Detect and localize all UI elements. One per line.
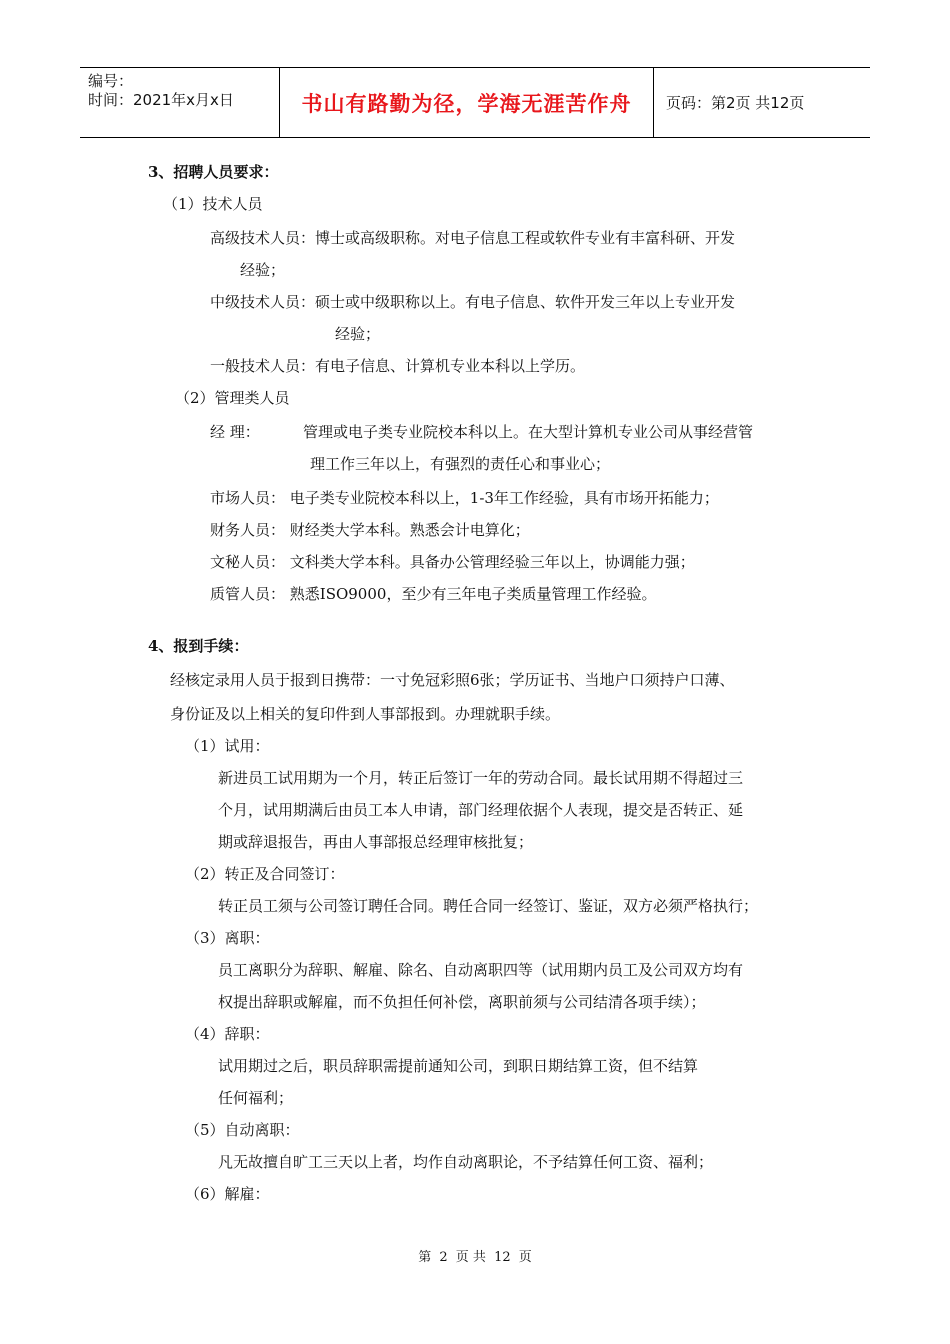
- contract-heading: （2）转正及合同签订：: [185, 865, 345, 883]
- trial-line1: 新进员工试用期为一个月，转正后签订一年的劳动合同。最长试用期不得超过三: [218, 769, 744, 787]
- contract-line1: 转正员工须与公司签订聘任合同。聘任合同一经签订、鉴证，双方必须严格执行；: [218, 897, 759, 915]
- senior-tech-line1: 高级技术人员：博士或高级职称。对电子信息工程或软件专业有丰富科研、开发: [210, 229, 736, 247]
- footer-post: 页: [518, 1250, 532, 1265]
- trial-line3: 期或辞退报告，再由人事部报总经理审核批复；: [218, 833, 534, 851]
- resign-line2: 任何福利；: [218, 1089, 294, 1107]
- trial-line2: 个月，试用期满后由员工本人申请，部门经理依据个人表现，提交是否转正、延: [218, 801, 744, 819]
- footer-pre: 第: [418, 1250, 432, 1265]
- intro-line2: 身份证及以上相关的复印件到人事部报到。办理就职手续。: [170, 705, 561, 723]
- market-line: 市场人员： 电子类专业院校本科以上，1-3年工作经验，具有市场开拓能力；: [210, 489, 719, 507]
- header-page-info: 页码：第2页 共12页: [666, 94, 805, 112]
- time-label: 时间：2021年x月x日: [88, 91, 234, 109]
- mid-tech-line1: 中级技术人员：硕士或中级职称以上。有电子信息、软件开发三年以上专业开发: [210, 293, 736, 311]
- number-label: 编号：: [88, 72, 134, 90]
- header-motto: 书山有路勤为径，学海无涯苦作舟: [280, 68, 654, 137]
- footer-total-pages: 12: [494, 1250, 511, 1265]
- secretary-line: 文秘人员： 文科类大学本科。具备办公管理经验三年以上，协调能力强；: [210, 553, 695, 571]
- resign-line1: 试用期过之后，职员辞职需提前通知公司，到职日期结算工资，但不结算: [218, 1057, 699, 1075]
- auto-leave-line1: 凡无故擅自旷工三天以上者，均作自动离职论，不予结算任何工资、福利；: [218, 1153, 714, 1171]
- section4-title: 4、报到手续：: [148, 637, 249, 655]
- manager-line1: 管理或电子类专业院校本科以上。在大型计算机专业公司从事经营管: [303, 423, 754, 441]
- senior-tech-line2: 经验；: [240, 261, 286, 279]
- dismiss-heading: （6）解雇：: [185, 1185, 270, 1203]
- page-footer: [0, 1246, 950, 1265]
- leave-line1: 员工离职分为辞职、解雇、除名、自动离职四等（试用期内员工及公司双方均有: [218, 961, 744, 979]
- mid-tech-line2: 经验；: [335, 325, 381, 343]
- general-tech-line: 一般技术人员：有电子信息、计算机专业本科以上学历。: [210, 357, 586, 375]
- tech-heading: （1）技术人员: [163, 195, 263, 213]
- mgmt-heading: （2）管理类人员: [175, 389, 290, 407]
- leave-line2: 权提出辞职或解雇，而不负担任何补偿，离职前须与公司结清各项手续）；: [218, 993, 706, 1011]
- finance-line: 财务人员： 财经类大学本科。熟悉会计电算化；: [210, 521, 530, 539]
- leave-heading: （3）离职：: [185, 929, 270, 947]
- quality-line: 质管人员： 熟悉ISO9000，至少有三年电子类质量管理工作经验。: [210, 585, 657, 603]
- page-header: [80, 67, 870, 138]
- manager-label: 经 理：: [210, 423, 260, 441]
- section3-title: 3、招聘人员要求：: [148, 163, 279, 181]
- footer-page-number: 2: [439, 1250, 448, 1265]
- intro-line1: 经核定录用人员于报到日携带：一寸免冠彩照6张；学历证书、当地户口须持户口薄、: [170, 671, 735, 689]
- manager-line2: 理工作三年以上，有强烈的责任心和事业心；: [310, 455, 611, 473]
- auto-leave-heading: （5）自动离职：: [185, 1121, 300, 1139]
- footer-mid: 页 共: [455, 1250, 486, 1265]
- header-meta: [80, 68, 280, 137]
- resign-heading: （4）辞职：: [185, 1025, 270, 1043]
- trial-heading: （1）试用：: [185, 737, 270, 755]
